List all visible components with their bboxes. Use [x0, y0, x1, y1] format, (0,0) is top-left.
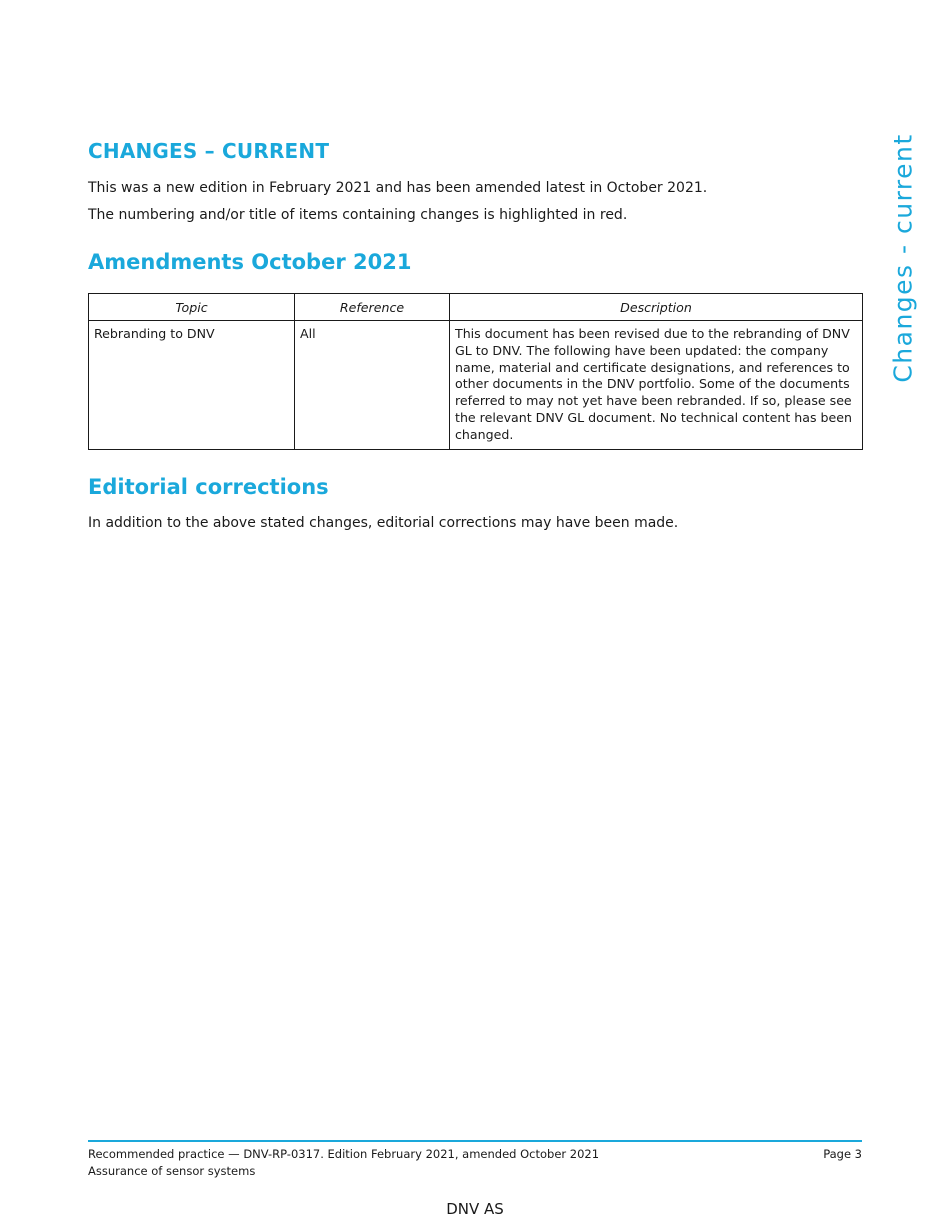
column-header-topic: Topic	[89, 294, 295, 321]
footer-brand: DNV AS	[446, 1200, 504, 1218]
amendments-heading: Amendments October 2021	[88, 250, 412, 274]
footer-rule	[88, 1140, 862, 1142]
editorial-paragraph: In addition to the above stated changes, editorial corrections may have been made.	[88, 515, 679, 531]
cell-description: This document has been revised due to the rebranding of DNV GL to DNV. The following have been updated: the company name, material and certificate designations, and references to other documents in the DNV portfolio. Some of the documents referred to may not yet have been rebranded. If so, please see the relevant DNV GL document. No technical content has been changed.	[450, 321, 863, 450]
column-header-reference: Reference	[295, 294, 450, 321]
footer-subtitle: Assurance of sensor systems	[88, 1164, 256, 1178]
cell-reference: All	[295, 321, 450, 450]
table-header-row	[89, 294, 863, 321]
table-row	[89, 321, 863, 450]
side-tab-label: Changes - current	[888, 133, 918, 383]
footer-page-number: Page 3	[823, 1147, 862, 1161]
page-heading: CHANGES – CURRENT	[88, 139, 330, 163]
column-header-description: Description	[450, 294, 863, 321]
editorial-heading: Editorial corrections	[88, 475, 329, 499]
amendments-table	[88, 293, 863, 450]
footer-document-title: Recommended practice — DNV-RP-0317. Edition February 2021, amended October 2021	[88, 1147, 600, 1161]
intro-paragraph-1: This was a new edition in February 2021 and has been amended latest in October 2021.	[88, 180, 708, 196]
intro-paragraph-2: The numbering and/or title of items containing changes is highlighted in red.	[88, 207, 628, 223]
cell-topic: Rebranding to DNV	[89, 321, 295, 450]
